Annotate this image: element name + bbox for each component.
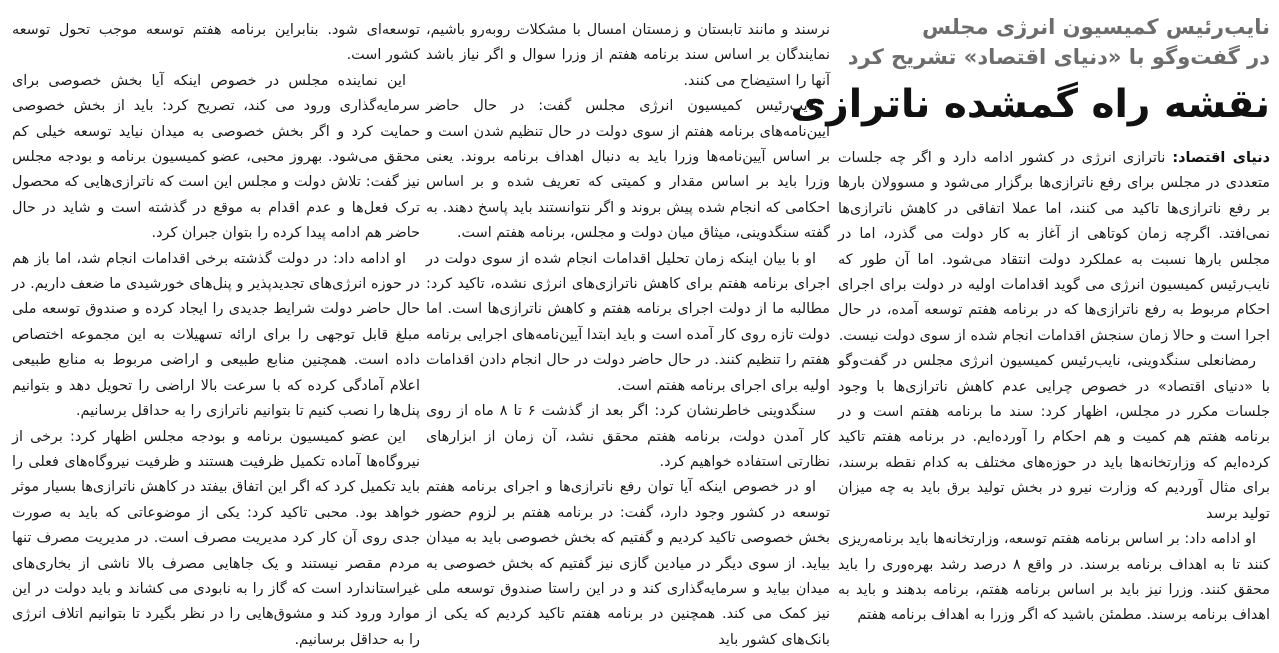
body-paragraph: این نماینده مجلس در خصوص اینکه آیا بخش خصوصی برای سرمایه‌گذاری ورود می کند، تصریح کرد: باید از بخش خصوصی حمایت کرد و اگر بخش خصوصی به میدان نیاید توسعه خیلی کم محقق می‌شود. بهروز محبی، عضو کمیسیون برنامه و بودجه مجلس نیز گفت: تلاش دولت و مجلس این است که ناترازی‌هایی که محصول ترک فعل‌ها و عدم اقدام به موقع در گذشته است و شاید در حال حاضر هم ادامه پیدا کرده را بتوان جبران کرد. bbox=[12, 69, 420, 247]
article-column-right bbox=[838, 146, 1270, 629]
kicker-line-1: نایب‌رئیس کمیسیون انرژی مجلس bbox=[838, 12, 1270, 42]
body-paragraph: سنگدوینی خاطرنشان کرد: اگر بعد از گذشت ۶ تا ۸ ماه از روی کار آمدن دولت، برنامه هفتم محقق نشد، آن زمان از ابزارهای نظارتی استفاده خواهیم کرد. bbox=[426, 399, 830, 475]
body-paragraph: رمضانعلی سنگدوینی، نایب‌رئیس کمیسیون انرژی مجلس در گفت‌وگو با «دنیای اقتصاد» در خصوص چرایی عدم کاهش ناترازی‌ها با وجود جلسات مکرر در مجلس، اظهار کرد: سند ما برنامه هفتم است و در برنامه هفتم هم کمیت و هم احکام را آورده‌ایم. در برنامه هفتم تاکید کرده‌ایم که وزارتخانه‌ها باید در حوزه‌های مختلف به کدام نقطه برسند، برای مثال آوردیم که وزارت نیرو در بخش تولید برق باید به چه میزان تولید برسد bbox=[838, 349, 1270, 527]
kicker-line-2: در گفت‌وگو با «دنیای اقتصاد» تشریح کرد bbox=[838, 42, 1270, 72]
body-paragraph: این عضو کمیسیون برنامه و بودجه مجلس اظهار کرد: برخی از نیروگاه‌ها آماده تکمیل ظرفیت هستند و ظرفیت نیروگاه‌های فعلی را باید تکمیل کرد که اگر این اتفاق بیفتد در کاهش ناترازی‌ها بسیار موثر خواهد بود. محبی تاکید کرد: یکی از موضوعاتی که باید به صورت جدی روی آن کار کرد مدیریت مصرف است. در مدیریت مصرف تنها مردم مقصر نیستند و یک جاهایی مصرف بالا ناشی از بخاری‌های غیراستاندارد است که گاز را به نابودی می کشاند و باید دولت در این موارد ورود کند و مشوق‌هایی را در نظر بگیرد تا بتوانیم اتلاف انرژی را به حداقل برسانیم. bbox=[12, 425, 420, 653]
article-kicker bbox=[838, 12, 1270, 72]
article-column-middle bbox=[426, 18, 830, 653]
body-paragraph: نرسند و مانند تابستان و زمستان امسال با مشکلات روبه‌رو باشیم، نمایندگان بر اساس سند برنامه هفتم از وزرا سوال و اگر نیاز باشد آنها را استیضاح می کنند. bbox=[426, 18, 830, 94]
body-paragraph: نایب‌رئیس کمیسیون انرژی مجلس گفت: در حال حاضر آیین‌نامه‌های برنامه هفتم از سوی دولت در حال تنظیم شدن است و بر اساس آیین‌نامه‌ها وزرا باید به دنبال اهداف برنامه بروند. یعنی وزرا باید بر اساس مقدار و کمیتی که تعریف شده و بر اساس احکامی که انجام شده پیش بروند و اگر نتوانستند باید پاسخ دهند. به گفته سنگدوینی، میثاق میان دولت و مجلس، برنامه هفتم است. bbox=[426, 94, 830, 246]
body-paragraph: او ادامه داد: در دولت گذشته برخی اقدامات انجام شد، اما باز هم در حوزه انرژی‌های تجدیدپذیر و پنل‌های خورشیدی ما ضعف داریم. در حال حاضر دولت شرایط جدیدی را ایجاد کرده و صندوق توسعه ملی مبلغ قابل توجهی را برای ارائه تسهیلات به این مجموعه اختصاص داده است. همچنین منابع طبیعی و اراضی مربوط به منابع طبیعی اعلام آمادگی کرده که با سرعت بالا اراضی را تحویل دهد و بتوانیم پنل‌ها را نصب کنیم تا بتوانیم ناترازی را به حداقل برسانیم. bbox=[12, 247, 420, 425]
lead-text: ناترازی انرژی در کشور ادامه دارد و اگر چه جلسات متعددی در مجلس برای رفع ناترازی‌ها برگزار می‌شود و مسوولان بارها بر رفع ناترازی‌ها تاکید می کنند، اما عملا اتفاقی در کاهش ناترازی‌ها نمی‌افتد. اگرچه زمان کوتاهی از آغاز به کار دولت می گذرد، اما در مجلس بارها نسبت به عملکرد دولت انتقاد می‌شود. اما آن طور که نایب‌رئیس کمیسیون انرژی می گوید اقدامات اولیه در دولت برای اجرای احکام مربوط به رفع ناترازی‌ها که در برنامه هفتم توسعه آمده، در حال اجرا است و حالا زمان سنجش اقدامات انجام شده از سوی دولت نیست. bbox=[838, 150, 1270, 344]
body-paragraph: او در خصوص اینکه آیا توان رفع ناترازی‌ها و اجرای برنامه هفتم توسعه در کشور وجود دارد، گفت: در برنامه هفتم بر لزوم حضور بخش خصوصی تاکید کردیم و گفتیم که بخش خصوصی باید به میدان بیاید. از سوی دیگر در میادین گازی نیز گفتیم که بخش خصوصی به میدان بیاید و سرمایه‌گذاری کند و در این راستا صندوق توسعه ملی نیز کمک می کند. همچنین در برنامه هفتم تاکید کردیم که یکی از بانک‌های کشور باید bbox=[426, 475, 830, 653]
article-column-left bbox=[12, 18, 420, 653]
body-paragraph: او با بیان اینکه زمان تحلیل اقدامات انجام شده از سوی دولت در اجرای برنامه هفتم برای کاهش ناترازی‌های انرژی نشده، تاکید کرد: مطالبه ما از دولت اجرای برنامه هفتم و کاهش ناترازی‌ها است. اما دولت تازه روی کار آمده است و باید ابتدا آیین‌نامه‌های اجرایی برنامه هفتم را تنظیم کنند. در حال حاضر دولت در حال انجام دادن اقدامات اولیه برای اجرای برنامه هفتم است. bbox=[426, 247, 830, 399]
lead-label: دنیای اقتصاد: bbox=[1172, 150, 1270, 166]
article-headline: نقشه راه گمشده ناترازی bbox=[838, 80, 1270, 130]
body-paragraph: توسعه‌ای شود. بنابراین برنامه هفتم توسعه موجب تحول توسعه کشور است. bbox=[12, 18, 420, 69]
body-paragraph: او ادامه داد: بر اساس برنامه هفتم توسعه، وزارتخانه‌ها باید برنامه‌ریزی کنند تا به اهداف برنامه برسند. در واقع ۸ درصد رشد بهره‌وری را باید محقق کنند. وزرا نیز باید بر اساس برنامه هفتم، برنامه بدهند و باید به اهداف برنامه برسند. مطمئن باشید که اگر وزرا به اهداف برنامه هفتم bbox=[838, 527, 1270, 629]
lead-paragraph bbox=[838, 146, 1270, 349]
